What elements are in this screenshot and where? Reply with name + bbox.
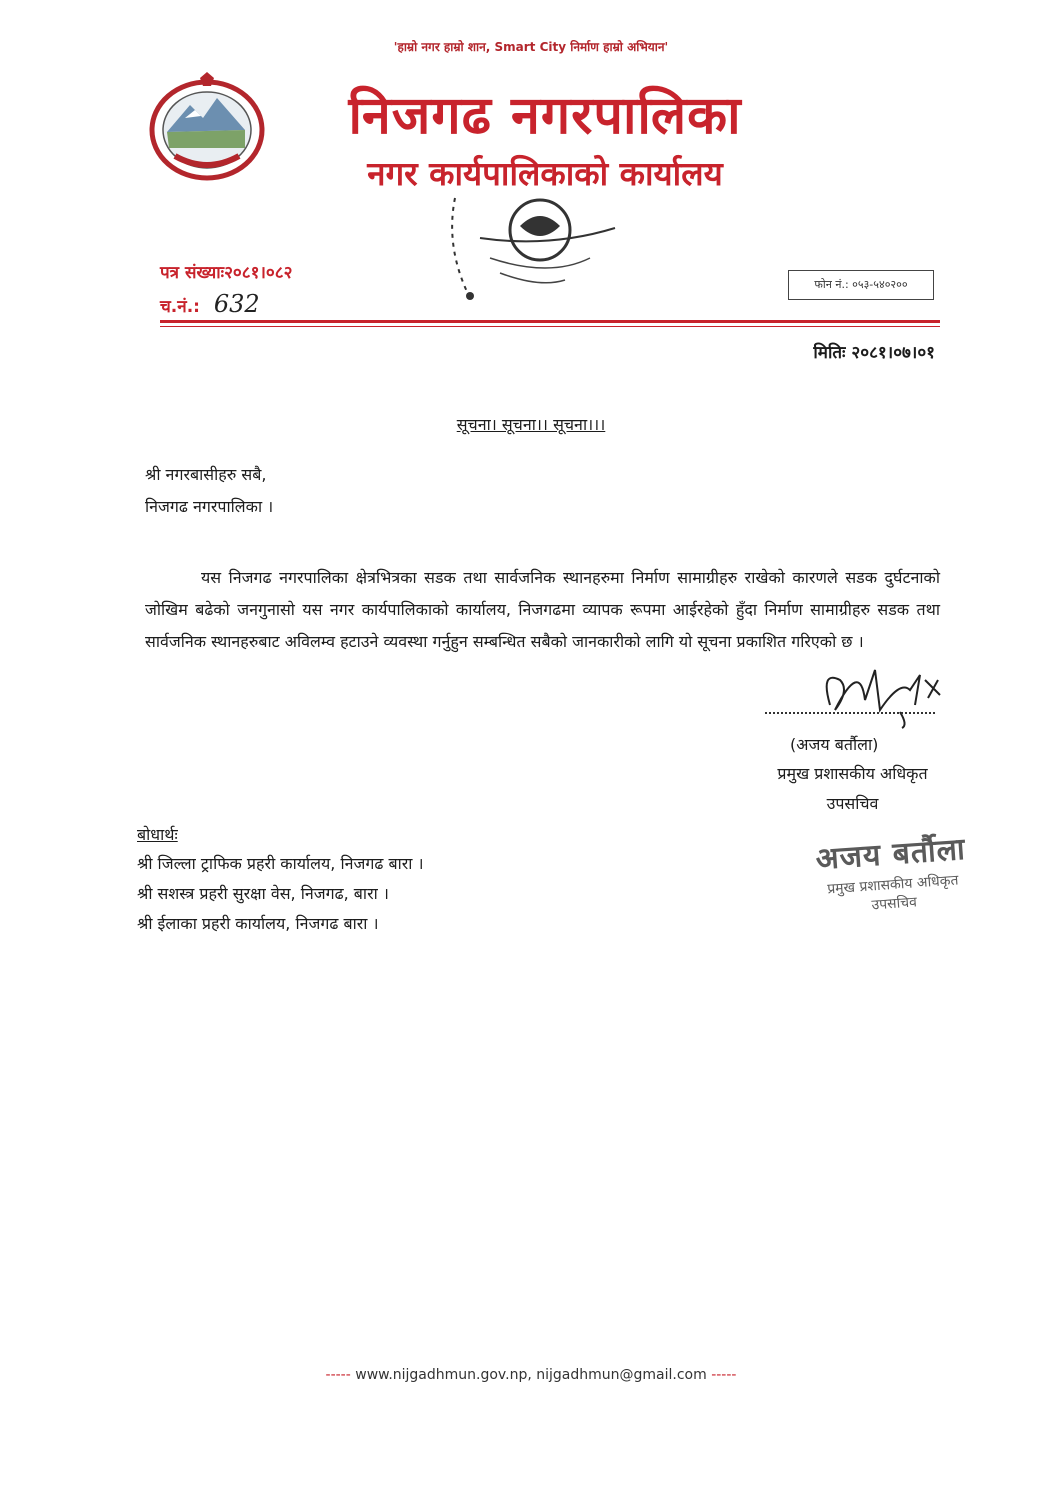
addressee-line-1: श्री नगरबासीहरु सबै, [145,465,267,484]
letter-date: मितिः २०८१।०७।०१ [813,343,935,363]
footer-dash-right: ----- [711,1367,737,1383]
footer-contact: www.nijgadhmun.gov.np, nijgadhmun@gmail.com [355,1367,707,1383]
signature-line [765,712,935,714]
nepal-emblem-icon [145,70,270,185]
municipality-title: निजगढ नगरपालिका [348,86,742,146]
dispatch-number: 632 [213,290,260,318]
stamp-rank: उपसचिव [871,894,918,914]
footer-dash-left: ----- [325,1367,351,1383]
notice-heading: सूचना। सूचना।। सूचना।।। [456,415,606,434]
phone-box: फोन नं.: ०५३-५४०२०० [788,270,934,300]
cc-item: श्री जिल्ला ट्राफिक प्रहरी कार्यालय, निजगढ बारा । [137,854,424,873]
dispatch-number-row [160,290,260,318]
signatory-post: प्रमुख प्रशासकीय अधिकृत [777,764,928,783]
letter-number: पत्र संख्याः२०८१।०८२ [160,263,293,283]
notice-body: यस निजगढ नगरपालिका क्षेत्रभित्रका सडक तथा सार्वजनिक स्थानहरुमा निर्माण सामाग्रीहरु राखेको कारणले सडक दुर्घटनाको जोखिम बढेको जनगुनासो यस नगर कार्यपालिकाको कार्यालय, निजगढमा व्यापक रूपमा आईरहेको हुँदा निर्माण सामाग्रीहरु सडक तथा सार्वजनिक स्थानहरुबाट अविलम्व हटाउने व्यवस्था गर्नुहुन सम्बन्धित सबैको जानकारीको लागि यो सूचना प्रकाशित गरिएको छ । [145,568,940,651]
cc-item: श्री ईलाका प्रहरी कार्यालय, निजगढ बारा । [137,914,379,933]
cc-item: श्री सशस्त्र प्रहरी सुरक्षा वेस, निजगढ, बारा । [137,884,389,903]
footer [0,1367,1062,1383]
stamp-name: अजय बर्तौला [814,831,967,878]
header-rule-thick [160,320,940,323]
signatory-rank: उपसचिव [826,794,879,813]
header-rule-thin [160,326,940,327]
cc-title: बोधार्थः [137,825,178,844]
dispatch-label: च.नं.: [160,297,200,317]
office-seal-stamp [440,188,630,308]
slogan: 'हाम्रो नगर हाम्रो शान, Smart City निर्माण हाम्रो अभियान' [393,40,669,54]
stamp-post: प्रमुख प्रशासकीय अधिकृत [826,872,960,898]
handwritten-signature [790,650,950,730]
office-subtitle: नगर कार्यपालिकाको कार्यालय [367,154,723,193]
name-rubber-stamp [787,825,998,934]
signatory-name: (अजय बर्तौला) [790,735,879,754]
addressee-line-2: निजगढ नगरपालिका । [145,497,274,516]
